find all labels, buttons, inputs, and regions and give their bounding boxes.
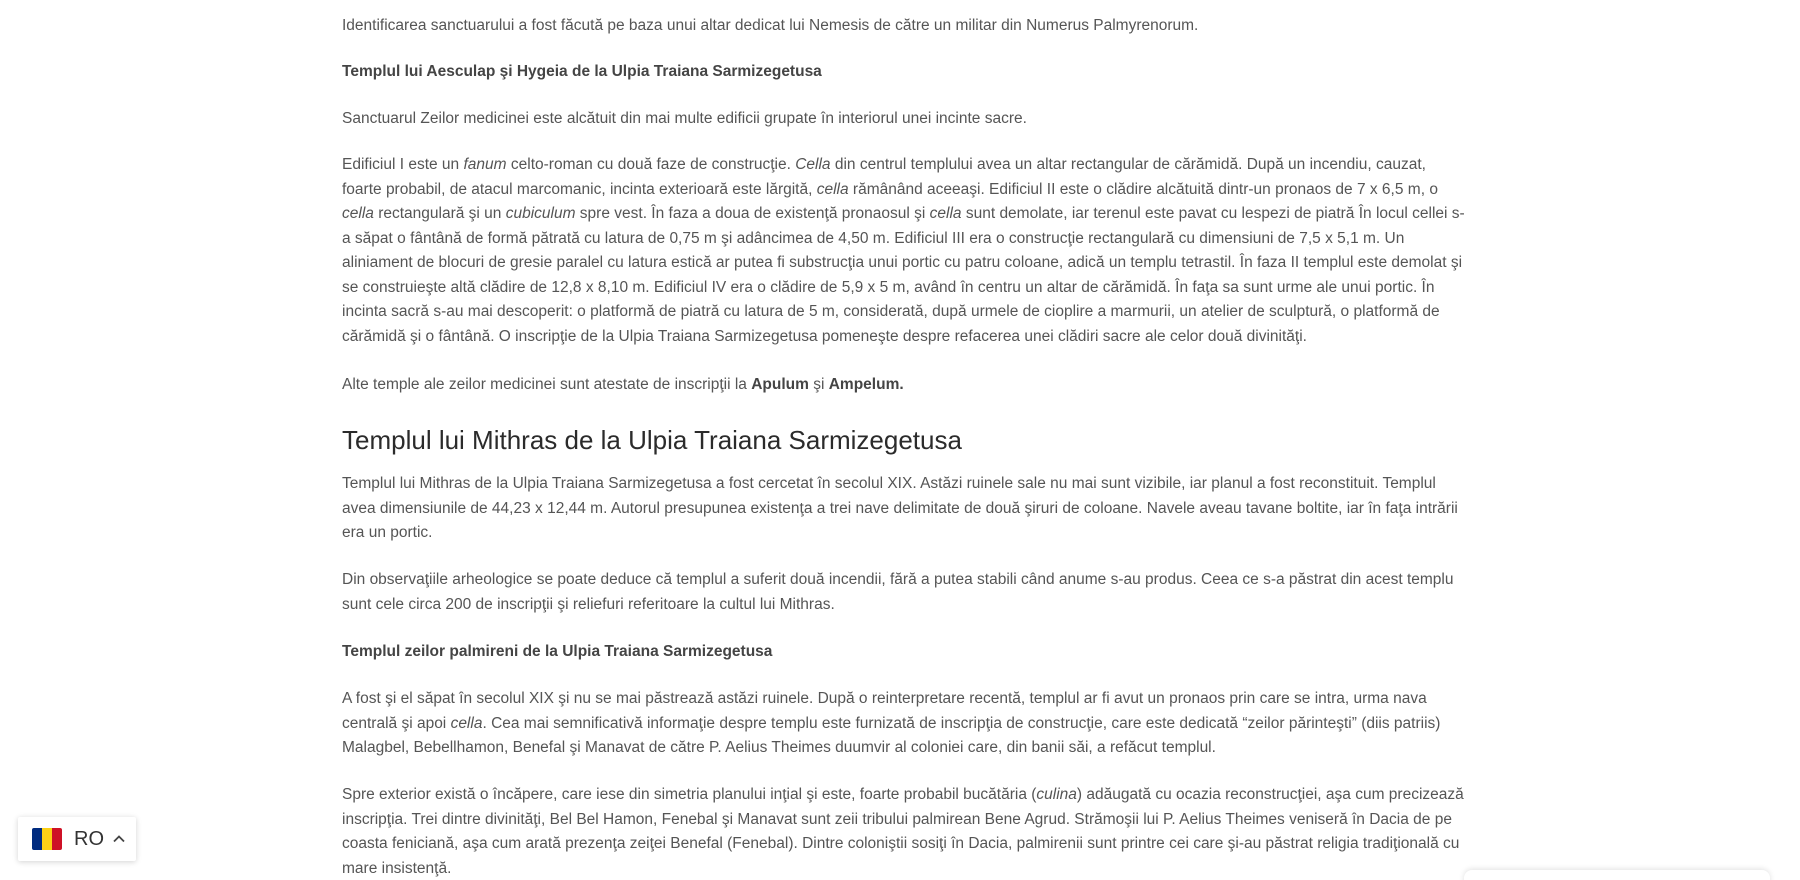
- paragraph-alte-temple: Alte temple ale zeilor medicinei sunt atestate de inscripţii la Apulum şi Ampelum.: [342, 376, 904, 393]
- language-switcher[interactable]: [18, 817, 136, 861]
- paragraph-sanctuar: Sanctuarul Zeilor medicinei este alcătuit din mai multe edificii grupate în interiorul unei incinte sacre.: [342, 110, 1027, 127]
- paragraph-palmyra-2: Spre exterior există o încăpere, care iese din simetria planului inţial şi este, foarte probabil bucătăria (culina) adăugată cu ocazia reconstrucţiei, aşa cum precizează inscripţia. Trei dintre divinităţi, Bel Bel Hamon, Fenebal şi Manavat sunt zeii tribului palmirean Bene Agrud. Strămoşii lui P. Aelius Theimes veniseră în Dacia de pe coasta feniciană, aşa cum arată prezenţa zeiţei Benefal (Fenebal). Dintre coloniştii sosiţi în Dacia, palmirenii sunt printre cei care şi-au păstrat religia tradiţională cu mare insistenţă.: [342, 786, 1464, 877]
- paragraph-edificii: Edificiul I este un fanum celto-roman cu două faze de construcţie. Cella din centrul templului avea un altar rectangular de cărămidă. După un incendiu, cauzat, foarte probabil, de atacul marcomanic, incinta exterioară este lărgită, cella rămânând aceeaşi. Edificiul II este o clădire alcătuită dintr-un pronaos de 7 x 6,5 m, o cella rectangulară şi un cubiculum spre vest. În faza a doua de existenţă pronaosul şi cella sunt demolate, iar terenul este pavat cu lespezi de piatră În locul cellei s-a săpat o fântână de formă pătrată cu latura de 0,75 m şi adâncimea de 4,50 m. Edificiul III era o construcţie rectangulară cu dimensiuni de 7,5 x 5,1 m. Un aliniament de blocuri de gresie paralel cu latura estică ar putea fi substrucţia unui portic cu patru coloane, adică un templu tetrastil. În faza II templul este demolat şi se construieşte altă clădire de 12,8 x 8,10 m. Edificiul IV era o clădire de 5,9 x 5 m, având în centru un altar de cărămidă. În faţa sa sunt urme ale unui portic. În incinta sacră s-au mai descoperit: o platformă de piatră cu latura de 5 m, considerată, după urmele de cioplire a marmurii, un atelier de sculptură, o platformă de cărămidă şi o fântână. O inscripţie de la Ulpia Traiana Sarmizegetusa pomeneşte despre refacerea unei clădiri sacre ale celor două divinităţi.: [342, 156, 1465, 345]
- paragraph-nemesis: Identificarea sanctuarului a fost făcută pe baza unui altar dedicat lui Nemesis de către un militar din Numerus Palmyrenorum.: [342, 17, 1199, 34]
- link-ampelum: Ampelum.: [828, 376, 904, 393]
- flag-stripe-yellow: [42, 828, 52, 850]
- paragraph-mithras-2: Din observaţiile arheologice se poate deduce că templul a suferit două incendii, fără a putea stabili când anume s-au produs. Ceea ce s-a păstrat din acest templu sunt cele circa 200 de inscripţii şi reliefuri referitoare la cultul lui Mithras.: [342, 571, 1454, 613]
- link-apulum: Apulum: [751, 376, 809, 393]
- flag-stripe-blue: [32, 828, 42, 850]
- language-code: RO: [74, 827, 104, 850]
- widget-panel-edge: [1464, 870, 1770, 880]
- heading-palmyra: Templul zeilor palmireni de la Ulpia Traiana Sarmizegetusa: [342, 643, 773, 660]
- paragraph-palmyra-1: A fost şi el săpat în secolul XIX şi nu se mai păstrează astăzi ruinele. După o reinterpretare recentă, templul ar fi avut un pronaos prin care se intra, urma nava centrală şi apoi cella. Cea mai semnificativă informaţie despre templu este furnizată de inscripţia de construcţie, care este dedicată “zeilor părinteşti” (diis patriis) Malagbel, Bebellhamon, Benefal şi Manavat de către P. Aelius Theimes duumvir al coloniei care, din banii săi, a refăcut templul.: [342, 690, 1441, 756]
- heading-aesculap: Templul lui Aesculap şi Hygeia de la Ulpia Traiana Sarmizegetusa: [342, 63, 822, 80]
- chevron-up-icon: [112, 832, 126, 846]
- paragraph-mithras-1: Templul lui Mithras de la Ulpia Traiana Sarmizegetusa a fost cercetat în secolul XIX. Astăzi ruinele sale nu mai sunt vizibile, iar planul a fost reconstituit. Templul avea dimensiunile de 44,23 x 12,44 m. Autorul presupunea existenţa a trei nave delimitate de două şiruri de coloane. Navele aveau tavane boltite, iar în faţa intrării era un portic.: [342, 475, 1458, 541]
- heading-mithras: Templul lui Mithras de la Ulpia Traiana Sarmizegetusa: [342, 425, 962, 455]
- flag-stripe-red: [52, 828, 62, 850]
- romania-flag-icon: [32, 828, 62, 850]
